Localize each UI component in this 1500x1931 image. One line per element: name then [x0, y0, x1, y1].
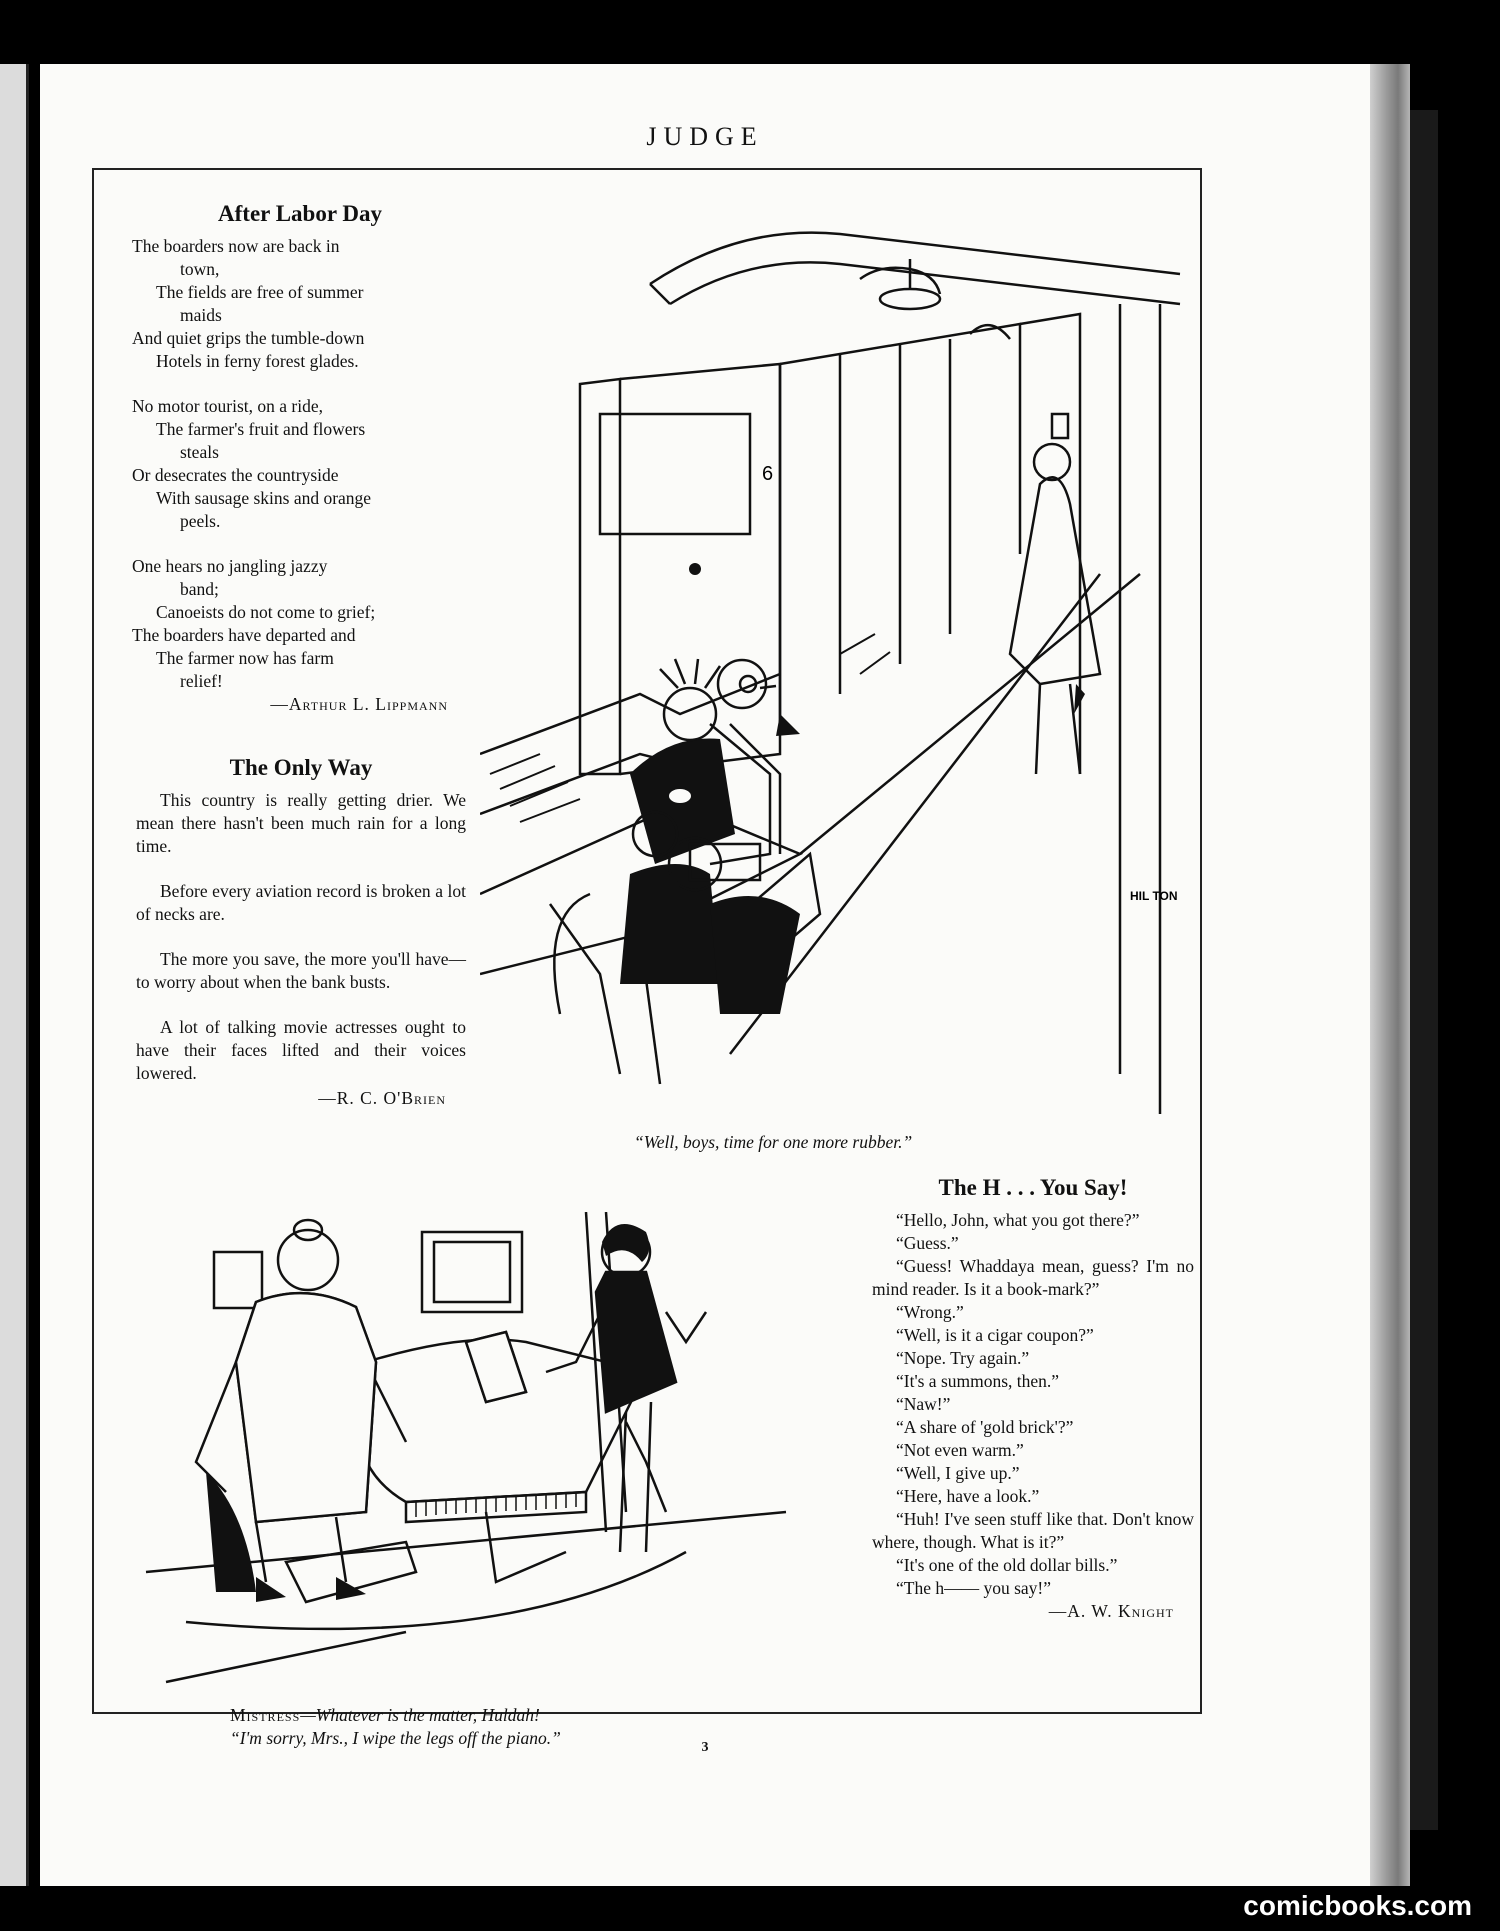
- dialogue-lines: [872, 1209, 1194, 1600]
- poem-line: The farmer now has farm: [156, 648, 334, 668]
- poem-title: After Labor Day: [218, 201, 382, 226]
- article-title: The Only Way: [229, 755, 373, 780]
- left-page-spine: [0, 64, 29, 1886]
- poem-line: One hears no jangling jazzy: [132, 556, 328, 576]
- poem-line: Or desecrates the countryside: [132, 465, 339, 485]
- dialogue-line: “Not even warm.”: [896, 1440, 1024, 1460]
- dialogue-line: “Guess! Whaddaya mean, guess? I'm no mind reader. Is it a book-mark?”: [872, 1256, 1194, 1299]
- article-paragraph: A lot of talking movie actresses ought to have their faces lifted and their voices lowered.: [136, 1017, 466, 1083]
- poem-line: With sausage skins and orange: [156, 488, 372, 508]
- artist-signature: HIL TON: [1130, 889, 1178, 903]
- page-edge: [1370, 64, 1410, 1886]
- dialogue-line: “A share of 'gold brick'?”: [896, 1417, 1074, 1437]
- cartoon-piano-illustration: [106, 1212, 806, 1732]
- poem-line: The farmer's fruit and flowers: [156, 419, 366, 439]
- article-paragraph: The more you save, the more you'll have—to worry about when the bank busts.: [136, 949, 466, 992]
- poem-lines: [132, 235, 468, 693]
- dialogue-line: “Nope. Try again.”: [896, 1348, 1030, 1368]
- article-the-only-way: [136, 756, 466, 1110]
- article-author: —R. C. O'Brien: [318, 1088, 446, 1108]
- masthead: JUDGE: [646, 122, 764, 151]
- poem-line: steals: [180, 442, 219, 462]
- watermark: comicbooks.com: [1243, 1890, 1472, 1921]
- dialogue-line: “The h—— you say!”: [896, 1578, 1052, 1598]
- poem-line: Canoeists do not come to grief;: [156, 602, 376, 622]
- cartoon-train-illustration: [480, 214, 1190, 1134]
- book-cover-edge: [1410, 110, 1438, 1830]
- poem-line: And quiet grips the tumble-down: [132, 328, 365, 348]
- page-number: 3: [701, 1740, 709, 1755]
- dialogue-line: “Huh! I've seen stuff like that. Don't know where, though. What is it?”: [872, 1509, 1194, 1552]
- poem-line: The fields are free of summer: [156, 282, 364, 302]
- dialogue-line: “Well, is it a cigar coupon?”: [896, 1325, 1094, 1345]
- caption-line-1: —Whatever is the matter, Huldah!: [300, 1705, 540, 1725]
- article-paragraphs: [136, 789, 466, 1085]
- dialogue-line: “Here, have a look.”: [896, 1486, 1040, 1506]
- poem-line: maids: [180, 305, 222, 325]
- poem-line: [132, 373, 468, 395]
- caption-line-2: “I'm sorry, Mrs., I wipe the legs off the piano.”: [230, 1728, 561, 1748]
- poem-line: [132, 533, 468, 555]
- poem-author: —Arthur L. Lippmann: [270, 694, 448, 714]
- dialogue-line: “It's a summons, then.”: [896, 1371, 1060, 1391]
- poem-line: The boarders now are back in: [132, 236, 340, 256]
- poem-line: relief!: [180, 671, 223, 691]
- article-author: —A. W. Knight: [1048, 1601, 1174, 1621]
- poem-line: Hotels in ferny forest glades.: [156, 351, 359, 371]
- poem-line: The boarders have departed and: [132, 625, 356, 645]
- poem-line: No motor tourist, on a ride,: [132, 396, 324, 416]
- cartoon1-caption: “Well, boys, time for one more rubber.”: [634, 1132, 913, 1152]
- dialogue-line: “Guess.”: [896, 1233, 959, 1253]
- dialogue-line: “It's one of the old dollar bills.”: [896, 1555, 1118, 1575]
- dialogue-line: “Naw!”: [896, 1394, 951, 1414]
- door-number: 6: [762, 463, 774, 485]
- poem-line: band;: [180, 579, 219, 599]
- magazine-page: [40, 64, 1370, 1886]
- dialogue-line: “Well, I give up.”: [896, 1463, 1020, 1483]
- poem-line: peels.: [180, 511, 221, 531]
- poem-after-labor-day: [132, 202, 468, 716]
- dialogue-line: “Hello, John, what you got there?”: [896, 1210, 1140, 1230]
- caption-speaker: Mistress: [230, 1705, 301, 1725]
- article-title: The H . . . You Say!: [938, 1175, 1128, 1200]
- article-paragraph: This country is really getting drier. We mean there hasn't been much rain for a long time.: [136, 790, 466, 856]
- article-paragraph: Before every aviation record is broken a lot of necks are.: [136, 881, 466, 924]
- poem-line: town,: [180, 259, 220, 279]
- article-the-h-you-say: [872, 1176, 1194, 1623]
- dialogue-line: “Wrong.”: [896, 1302, 964, 1322]
